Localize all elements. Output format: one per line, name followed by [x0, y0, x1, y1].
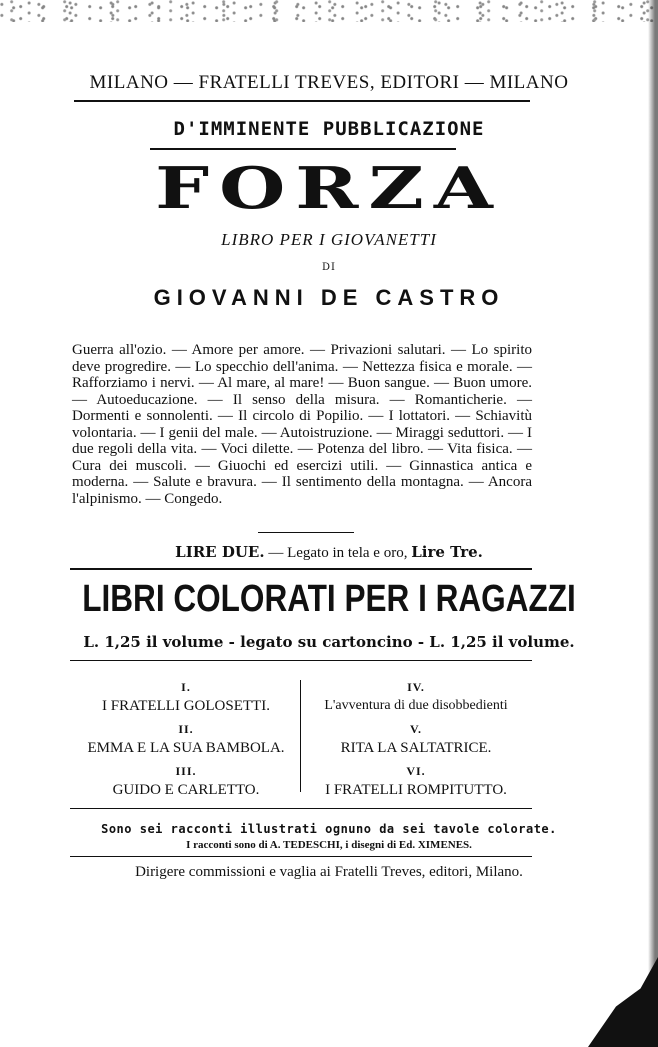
announcement-rule — [150, 148, 456, 150]
book-item: RITA LA SALTATRICE. — [340, 740, 492, 756]
book-number: IV. — [407, 680, 425, 694]
footer-rule — [70, 856, 532, 857]
book-item: L'avventura di due disobbedienti — [324, 698, 508, 713]
header-rule — [74, 100, 530, 102]
series-bottom-rule — [70, 808, 532, 809]
page-edge-shadow — [648, 0, 658, 1047]
book-number: V. — [409, 722, 423, 736]
book-number: III. — [175, 764, 197, 778]
price-lire-tre: Lire Tre. — [411, 543, 483, 561]
series-mid-rule — [70, 660, 532, 661]
book-number: I. — [181, 680, 191, 694]
series-title: LIBRI COLORATI PER I RAGAZZI — [82, 578, 576, 620]
volume-price: L. 1,25 il volume - legato su cartoncino - L. 1,25 il volume. — [83, 633, 575, 651]
series-note: Sono sei racconti illustrati ognuno da sei tavole colorate. — [101, 822, 557, 836]
book-item: GUIDO E CARLETTO. — [112, 782, 260, 798]
price-lire-due: LIRE DUE. — [175, 543, 265, 561]
book-subtitle: LIBRO PER I GIOVANETTI — [221, 230, 437, 249]
by-label: DI — [322, 262, 336, 273]
series-credits: I racconti sono di A. TEDESCHI, i disegni di Ed. XIMENES. — [186, 839, 472, 851]
author-name: GIOVANNI DE CASTRO — [153, 285, 505, 310]
book-item: I FRATELLI ROMPITUTTO. — [325, 782, 507, 798]
short-divider — [258, 532, 354, 533]
book-number: VI. — [406, 764, 426, 778]
print-noise-top — [0, 0, 658, 22]
book-title: FORZA — [155, 154, 503, 222]
books-left-column — [66, 680, 306, 806]
publisher-header: MILANO — FRATELLI TREVES, EDITORI — MILANO — [89, 72, 569, 93]
price-binding-text: — Legato in tela e oro, — [264, 545, 412, 561]
price-line — [0, 543, 658, 562]
announcement: D'IMMINENTE PUBBLICAZIONE — [173, 118, 485, 140]
book-item: I FRATELLI GOLOSETTI. — [102, 698, 270, 714]
book-number: II. — [178, 722, 194, 736]
series-top-rule — [70, 568, 532, 570]
books-right-column — [296, 680, 536, 806]
order-instructions: Dirigere commissioni e vaglia ai Fratelli Treves, editori, Milano. — [135, 864, 523, 880]
chapter-list: Guerra all'ozio. — Amore per amore. — Privazioni salutari. — Lo spirito deve progredire. — Lo specchio dell'anima. — Nettezza fisica e morale. — Rafforziamo i nervi. — Al mare, al mare! — Buon sangue. — Buon umore. — Autoeducazione. — Il senso della misura. — Romanticherie. — Dormenti e sonnolenti. — Il circolo di Popilio. — I lottatori. — Schiavitù volontaria. — I genii del male. — Autoistruzione. — Miraggi seduttori. — I due regoli della vita. — Voci dilette. — Potenza del libro. — Vita fisica. — Cura dei muscoli. — Giuochi ed esercizi utili. — Ginnastica antica e moderna. — Salute e bravura. — Il sentimento della montagna. — Ancora l'alpinismo. — Congedo. — [72, 342, 532, 507]
book-item: EMMA E LA SUA BAMBOLA. — [87, 740, 285, 756]
